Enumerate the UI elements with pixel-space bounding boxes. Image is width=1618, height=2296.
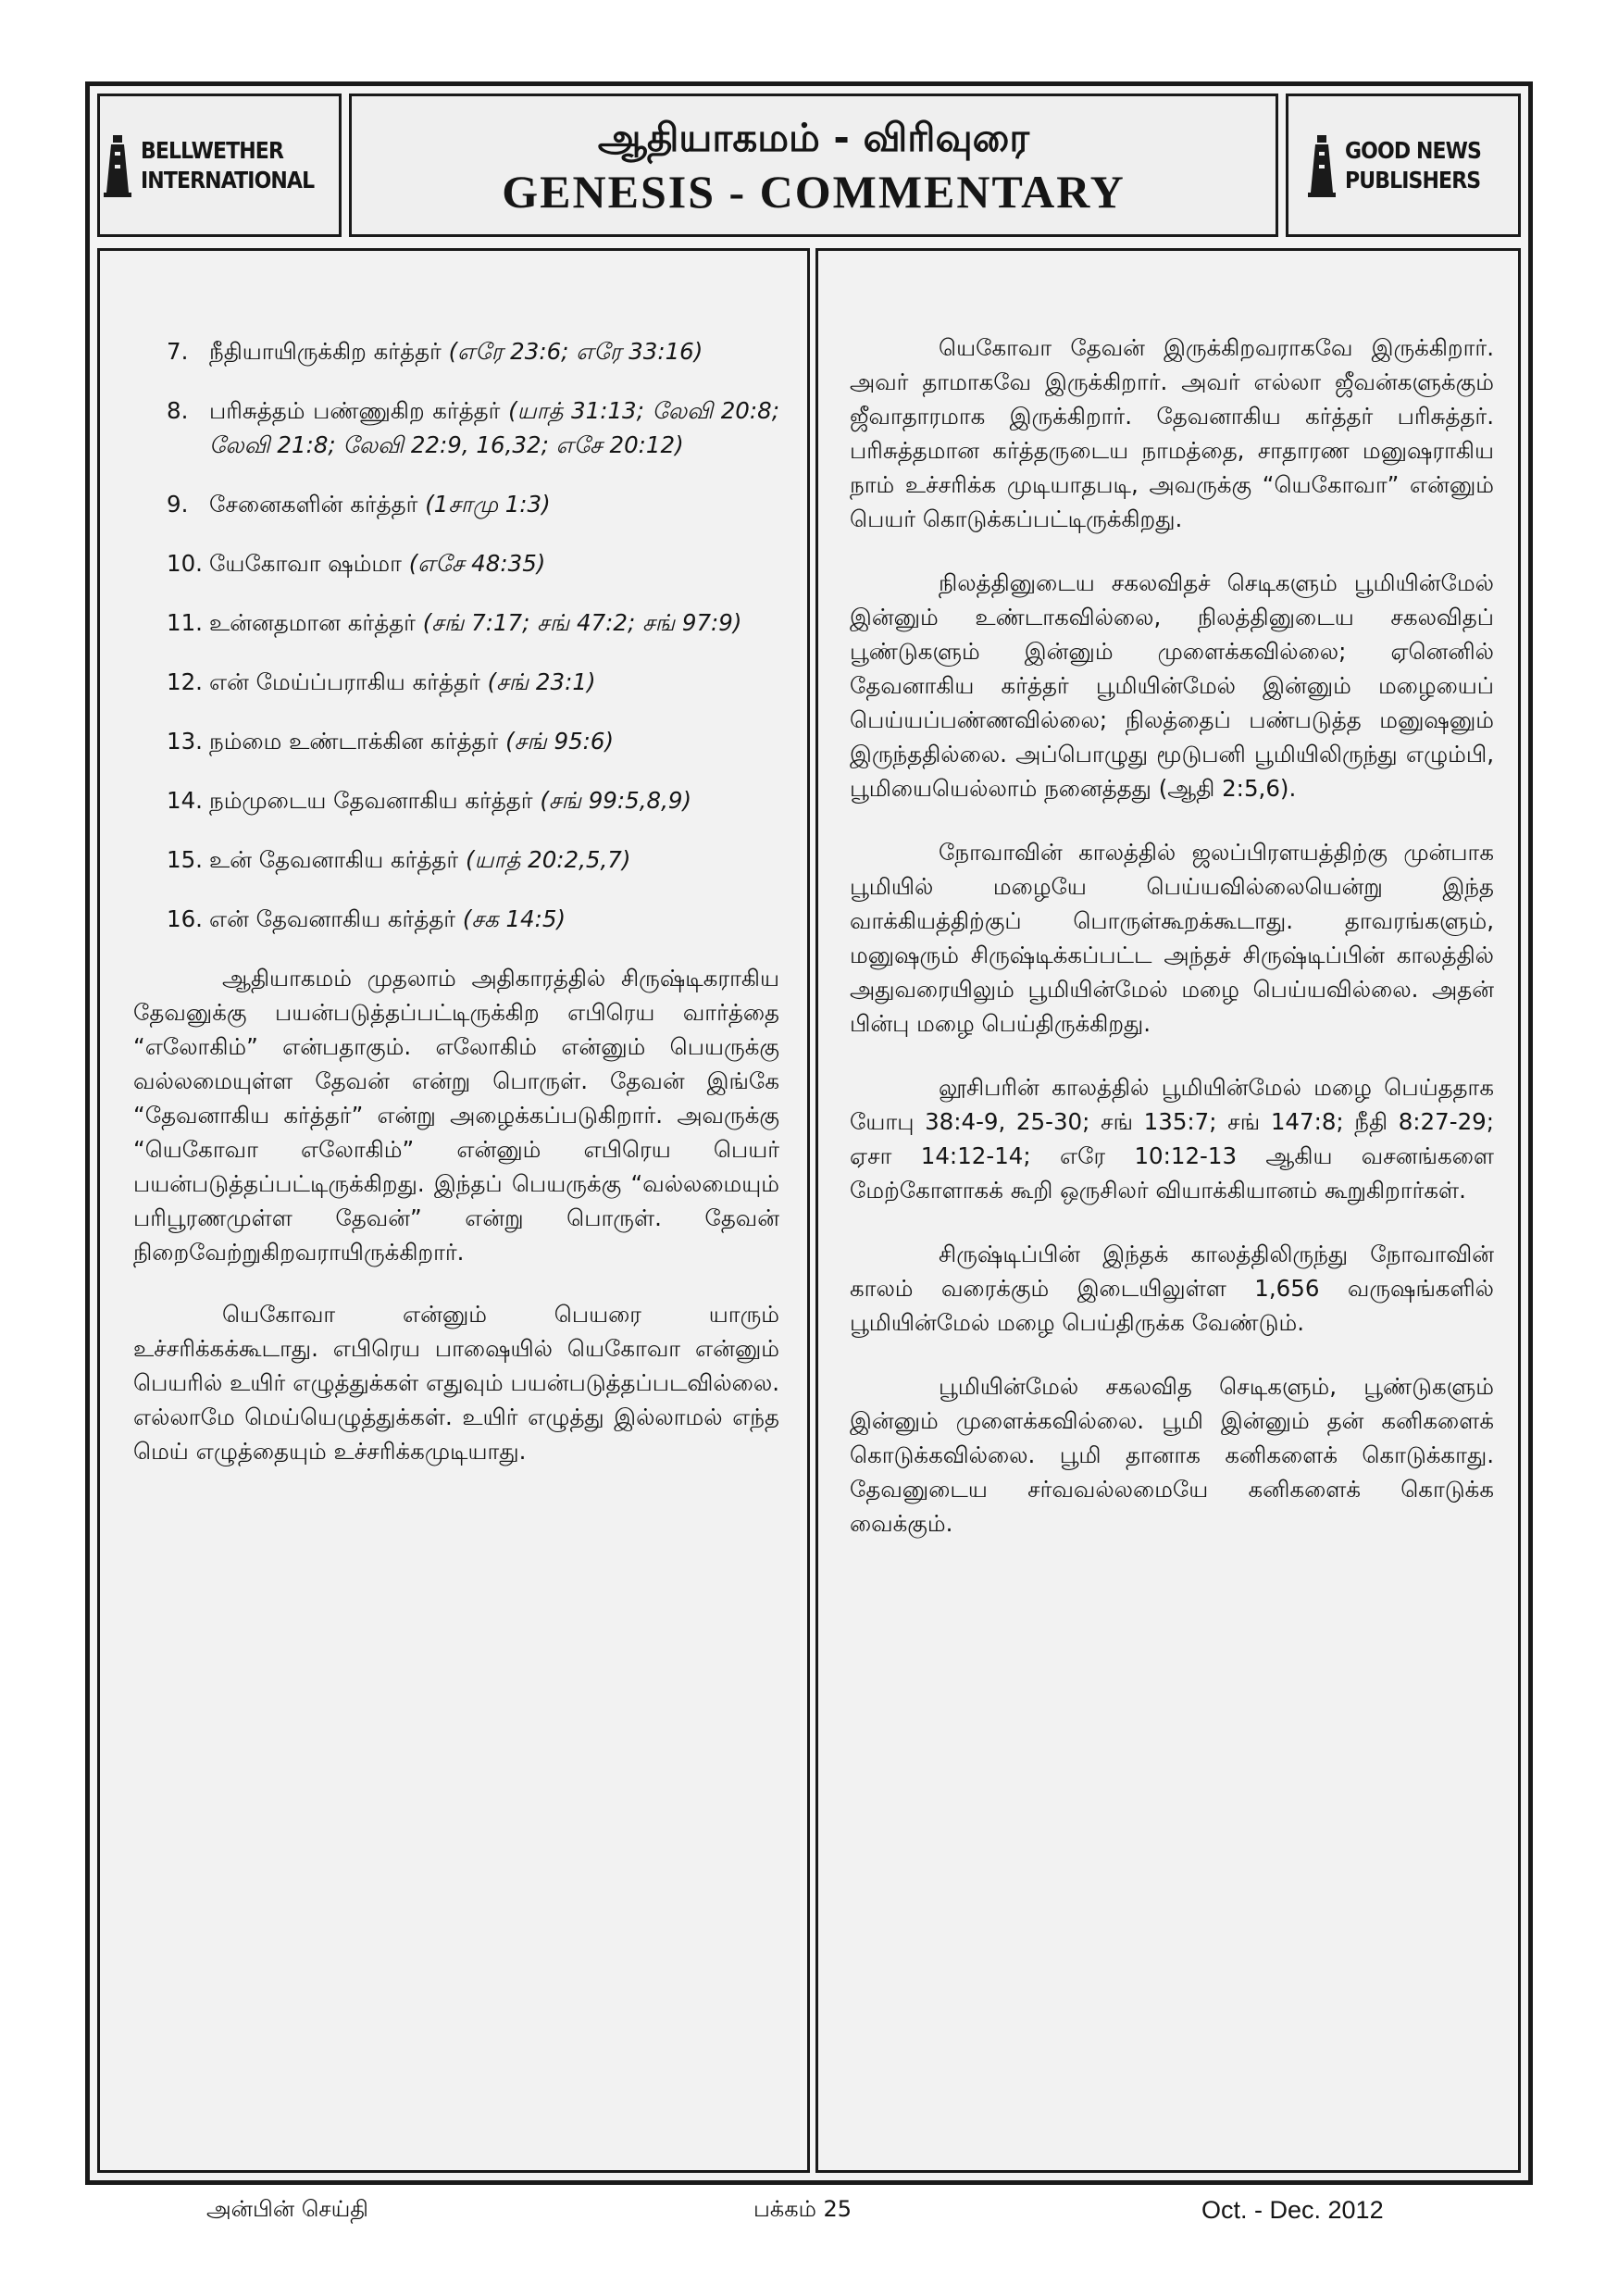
list-number: 14. <box>167 787 203 814</box>
footer-publication: அன்பின் செய்தி <box>206 2196 368 2222</box>
footer-page-number: பக்கம் 25 <box>753 2196 853 2222</box>
paragraph-right-1: யெகோவா தேவன் இருக்கிறவராகவே இருக்கிறார். அவர் தாமாகவே இருக்கிறார். அவர் எல்லா ஜீவன்களுக்கும் ஜீவாதாரமாக இருக்கிறார். தேவனாகிய கர்த்தர் பரிசுத்தர். பரிசுத்தமான கர்த்தருடைய நாமத்தை, சாதாரண மனுஷராகிய நாம் உச்சரிக்க முடியாதபடி, அவருக்கு “யெகோவா” என்னும் பெயர் கொடுக்கப்பட்டிருக்கிறது. <box>850 334 1494 532</box>
bellwether-logo <box>97 94 342 237</box>
list-text: யேகோவா ஷம்மா <box>209 550 402 577</box>
list-text: சேனைகளின் கர்த்தர் <box>209 491 418 518</box>
list-item <box>133 605 779 640</box>
list-text: என் தேவனாகிய கர்த்தர் <box>209 905 456 932</box>
lighthouse-icon <box>102 133 133 198</box>
page-frame <box>85 81 1533 2185</box>
scripture-reference: (1சாமு 1:3) <box>425 491 551 518</box>
list-item <box>133 842 779 877</box>
paragraph-yehovah-pronunciation: யெகோவா என்னும் பெயரை யாரும் உச்சரிக்கக்கூடாது. எபிரெய பாஷையில் யெகோவா என்னும் பெயரில் உயிர் எழுத்துக்கள் எதுவும் பயன்படுத்தப்படவில்லை. எல்லாமே மெய்யெழுத்துக்கள். உயிர் எழுத்து இல்லாமல் எந்த மெய் எழுத்தையும் உச்சரிக்கமுடியாது. <box>133 1301 779 1465</box>
list-item <box>133 665 779 699</box>
list-number: 7. <box>167 338 189 365</box>
scripture-reference: (சங் 23:1) <box>487 668 596 695</box>
paragraph-right-5: சிருஷ்டிப்பின் இந்தக் காலத்திலிருந்து நோவாவின் காலம் வரைக்கும் இடையிலுள்ள 1,656 வருஷங்களில் பூமியின்மேல் மழை பெய்திருக்க வேண்டும். <box>850 1241 1494 1336</box>
list-number: 12. <box>167 668 203 695</box>
bellwether-logo-line2: INTERNATIONAL <box>140 166 314 193</box>
list-text: நம்முடைய தேவனாகிய கர்த்தர் <box>209 787 533 814</box>
paragraph-right-3: நோவாவின் காலத்தில் ஜலப்பிரளயத்திற்கு முன்பாக பூமியில் மழையே பெய்யவில்லையென்று இந்த வாக்கியத்திற்குப் பொருள்கூறக்கூடாது. தாவரங்களும், மனுஷரும் சிருஷ்டிக்கப்பட்ட அந்தச் சிருஷ்டிப்பின் காலத்தில் அதுவரையிலும் பூமியின்மேல் மழை பெய்யவில்லை. அதன் பின்பு மழை பெய்திருக்கிறது. <box>850 839 1494 1037</box>
good-news-logo-line1: GOOD NEWS <box>1345 136 1482 164</box>
header <box>97 94 1521 237</box>
list-number: 16. <box>167 905 203 932</box>
list-text: நம்மை உண்டாக்கின கர்த்தர் <box>209 728 499 755</box>
good-news-logo <box>1286 94 1521 237</box>
bellwether-logo-line1: BELLWETHER <box>140 136 283 164</box>
list-number: 15. <box>167 846 203 873</box>
title-box <box>349 94 1278 237</box>
list-number: 13. <box>167 728 203 755</box>
paragraph-right-2: நிலத்தினுடைய சகலவிதச் செடிகளும் பூமியின்மேல் இன்னும் உண்டாகவில்லை, நிலத்தினுடைய சகலவிதப் பூண்டுகளும் இன்னும் முளைக்கவில்லை; ஏனெனில் தேவனாகிய கர்த்தர் பூமியின்மேல் இன்னும் மழையைப் பெய்யப்பண்ணவில்லை; நிலத்தைப் பண்படுத்த மனுஷனும் இருந்ததில்லை. அப்பொழுது மூடுபனி பூமியிலிருந்து எழும்பி, பூமியையெல்லாம் நனைத்தது (ஆதி 2:5,6). <box>850 569 1494 802</box>
footer-date: Oct. - Dec. 2012 <box>1201 2196 1384 2224</box>
scripture-reference: (யாத் 31:13; லேவி 20:8; லேவி 21:8; லேவி 22:9, 16,32; எசே 20:12) <box>209 397 779 458</box>
page-title-tamil: ஆதியாகமம் - விரிவுரை <box>597 114 1030 160</box>
paragraph-right-4: லூசிபரின் காலத்தில் பூமியின்மேல் மழை பெய்ததாக யோபு 38:4-9, 25-30; சங் 135:7; சங் 147:8; நீதி 8:27-29; ஏசா 14:12-14; எரே 10:12-13 ஆகிய வசனங்களை மேற்கோளாகக் கூறி ஒருசிலர் வியாக்கியானம் கூறுகிறார்கள். <box>850 1074 1494 1204</box>
list-text: உன் தேவனாகிய கர்த்தர் <box>209 846 459 873</box>
list-item <box>133 724 779 758</box>
list-number: 10. <box>167 550 203 577</box>
list-text: உன்னதமான கர்த்தர் <box>209 609 416 636</box>
list-number: 11. <box>167 609 203 636</box>
list-item <box>133 546 779 580</box>
scripture-reference: (சங் 99:5,8,9) <box>540 787 692 814</box>
page-title-english: GENESIS - COMMENTARY <box>502 165 1126 218</box>
left-column <box>97 248 810 2173</box>
paragraph-elohim: ஆதியாகமம் முதலாம் அதிகாரத்தில் சிருஷ்டிகராகிய தேவனுக்கு பயன்படுத்தப்பட்டிருக்கிற எபிரெய வார்த்தை “எலோகிம்” என்பதாகும். எலோகிம் என்னும் பெயருக்கு வல்லமையுள்ள தேவன் என்று பொருள். தேவன் இங்கே “தேவனாகிய கர்த்தர்” என்று அழைக்கப்படுகிறார். அவருக்கு “யெகோவா எலோகிம்” என்னும் எபிரெய பெயர் பயன்படுத்தப்பட்டிருக்கிறது. இந்தப் பெயருக்கு “வல்லமையும் பரிபூரணமுள்ள தேவன்” என்று பொருள். தேவன் நிறைவேற்றுகிறவராயிருக்கிறார். <box>133 965 779 1266</box>
list-number: 9. <box>167 491 189 518</box>
scripture-reference: (எரே 23:6; எரே 33:16) <box>448 338 703 365</box>
list-item <box>133 487 779 521</box>
list-number: 8. <box>167 397 189 424</box>
list-item <box>133 783 779 817</box>
list-item <box>133 393 779 462</box>
paragraph-right-6: பூமியின்மேல் சகலவித செடிகளும், பூண்டுகளும் இன்னும் முளைக்கவில்லை. பூமி இன்னும் தன் கனிகளைக் கொடுக்கவில்லை. பூமி தானாக கனிகளைக் கொடுக்காது. தேவனுடைய சர்வவல்லமையே கனிகளைக் கொடுக்க வைக்கும். <box>850 1373 1494 1537</box>
scripture-reference: (சங் 95:6) <box>505 728 615 755</box>
lighthouse-icon <box>1306 133 1338 198</box>
good-news-logo-line2: PUBLISHERS <box>1345 166 1481 193</box>
list-item <box>133 334 779 368</box>
right-column <box>815 248 1521 2173</box>
footer <box>0 2196 1618 2233</box>
scripture-reference: (சங் 7:17; சங் 47:2; சங் 97:9) <box>422 609 742 636</box>
list-item <box>133 902 779 936</box>
list-text: நீதியாயிருக்கிற கர்த்தர் <box>209 338 442 365</box>
scripture-reference: (யாத் 20:2,5,7) <box>466 846 631 873</box>
scripture-reference: (சக 14:5) <box>462 905 566 932</box>
list-text: பரிசுத்தம் பண்ணுகிற கர்த்தர் <box>209 397 501 424</box>
scripture-reference: (எசே 48:35) <box>408 550 546 577</box>
list-text: என் மேய்ப்பராகிய கர்த்தர் <box>209 668 480 695</box>
